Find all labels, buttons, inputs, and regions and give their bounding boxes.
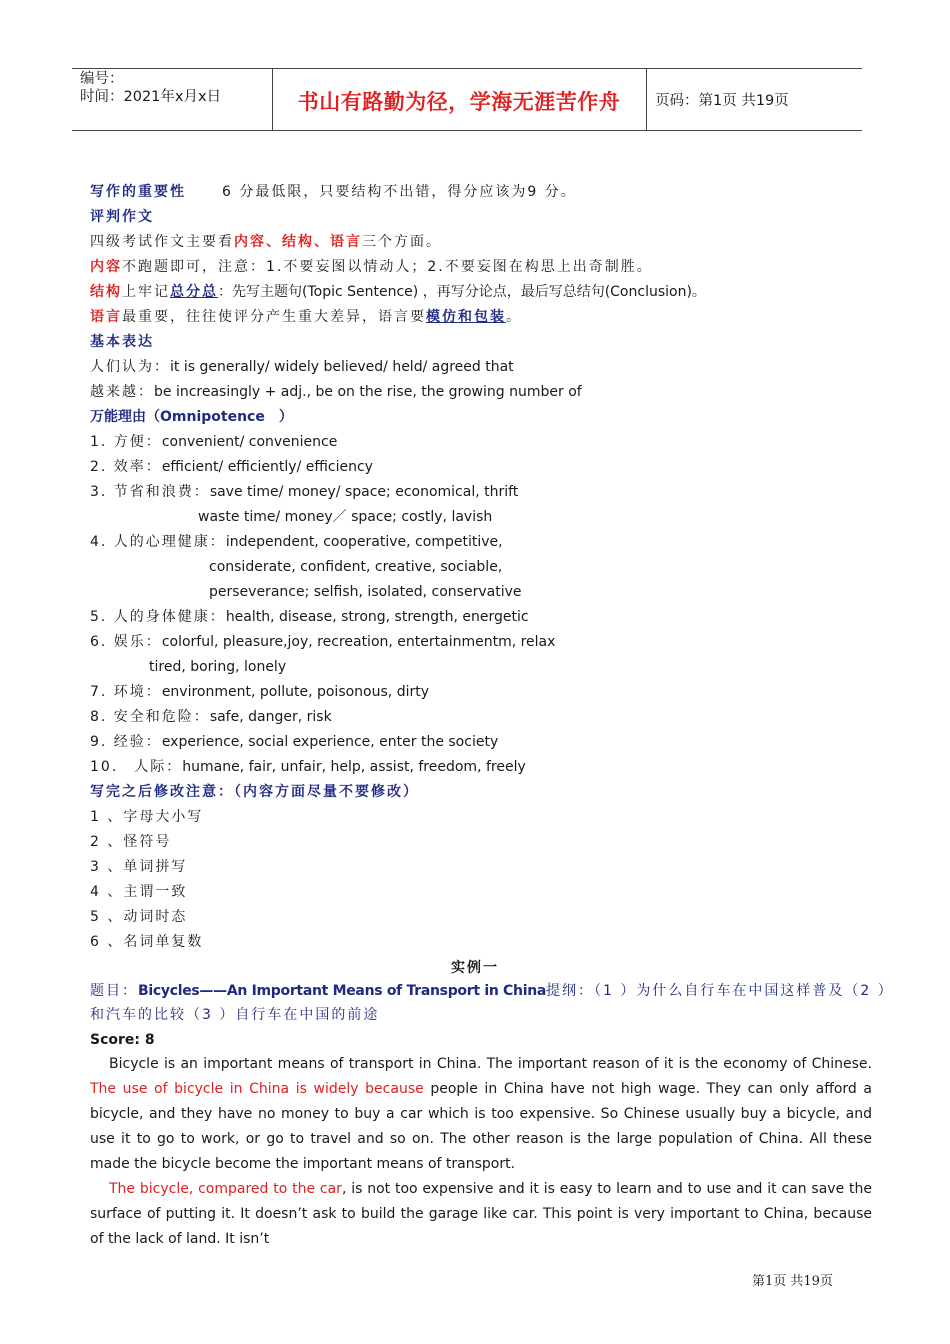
reason-text: convenient/ convenience bbox=[161, 434, 338, 450]
criteria-line bbox=[90, 232, 442, 252]
reason-item bbox=[90, 732, 498, 752]
structure-highlight: 总分总 bbox=[170, 284, 218, 300]
essay-highlight: The use of bicycle in China is widely because bbox=[90, 1081, 424, 1097]
content-line bbox=[90, 257, 653, 277]
importance-line bbox=[90, 182, 577, 202]
essay-paragraph bbox=[90, 1177, 872, 1252]
structure-text: 上牢记 bbox=[122, 284, 170, 300]
reason-item bbox=[90, 707, 332, 727]
reason-item bbox=[90, 457, 373, 477]
revision-item: 4 、主谓一致 bbox=[90, 884, 188, 900]
reason-continuation: considerate, confident, creative, sociable, bbox=[209, 559, 503, 575]
reason-label: 4. 人的心理健康： bbox=[90, 534, 226, 550]
reason-item bbox=[90, 532, 503, 552]
essay-text: people in China have not high wage. They can only afford a bicycle, and they have no money to buy a car which is too expensive. So Chinese usually buy a bicycle, and use it to go to work, or go to travel and so on. The other reason is the large population of China. All these made the bicycle become the important means of transport. bbox=[90, 1081, 872, 1172]
criteria-highlight: 内容、结构、语言 bbox=[234, 234, 362, 250]
reason-label: 9. 经验： bbox=[90, 734, 162, 750]
reason-continuation: waste time/ money／ space; costly, lavish bbox=[198, 509, 493, 525]
expression-label: 人们认为： bbox=[90, 359, 170, 375]
section-heading: 评判作文 bbox=[90, 209, 154, 225]
revision-item: 6 、名词单复数 bbox=[90, 934, 204, 950]
language-line bbox=[90, 307, 522, 327]
essay-text: Bicycle is an important means of transport in China. The important reason of it is the economy of Chinese. bbox=[109, 1056, 872, 1072]
reason-text: colorful, pleasure,joy, recreation, entertainmentm, relax bbox=[161, 634, 556, 650]
section-heading: 基本表达 bbox=[90, 334, 154, 350]
content-text: 不跑题即可，注意：1.不要妄图以情动人；2.不要妄图在构思上出奇制胜。 bbox=[122, 259, 653, 275]
score-label: Score: 8 bbox=[90, 1032, 155, 1048]
example-topic bbox=[90, 981, 894, 1001]
structure-text: ：先写主题句(Topic Sentence) ，再写分论点，最后写总结句(Conclusion)。 bbox=[218, 284, 706, 300]
criteria-text: 三个方面。 bbox=[362, 234, 442, 250]
reason-text: safe, danger, risk bbox=[209, 709, 332, 725]
reason-label: 2. 效率： bbox=[90, 459, 162, 475]
doc-time: 时间：2021年x月x日 bbox=[80, 89, 222, 105]
header-meta bbox=[80, 70, 273, 106]
revision-item: 2 、怪符号 bbox=[90, 834, 172, 850]
content-label: 内容 bbox=[90, 259, 122, 275]
structure-label: 结构 bbox=[90, 284, 122, 300]
expression-line bbox=[90, 382, 582, 402]
language-text: 。 bbox=[506, 309, 522, 325]
example-title: 实例一 bbox=[451, 960, 499, 976]
reason-text: health, disease, strong, strength, energetic bbox=[225, 609, 529, 625]
reason-text: humane, fair, unfair, help, assist, freedom, freely bbox=[182, 759, 526, 775]
revision-item: 3 、单词拼写 bbox=[90, 859, 188, 875]
reason-label: 8. 安全和危险： bbox=[90, 709, 210, 725]
expression-line bbox=[90, 357, 514, 377]
reason-item bbox=[90, 482, 518, 502]
reason-text: save time/ money/ space; economical, thrift bbox=[209, 484, 519, 500]
essay-paragraph bbox=[90, 1052, 872, 1177]
language-highlight: 模仿和包装 bbox=[426, 309, 506, 325]
header-motto: 书山有路勤为径，学海无涯苦作舟 bbox=[297, 90, 621, 114]
doc-id-label: 编号： bbox=[80, 71, 124, 87]
reason-label: 7. 环境： bbox=[90, 684, 162, 700]
reason-label: 6. 娱乐： bbox=[90, 634, 162, 650]
criteria-text: 四级考试作文主要看 bbox=[90, 234, 234, 250]
reason-item bbox=[90, 632, 555, 652]
reason-text: environment, pollute, poisonous, dirty bbox=[161, 684, 429, 700]
essay-text: , is not too expensive and it is easy to learn and to use and it can save the surface of putting it. It doesn’t ask to build the garage like car. This point is very important to China, because of the lack of land. It isn’t bbox=[90, 1181, 872, 1247]
section-heading: 写作的重要性 bbox=[90, 184, 186, 200]
essay-highlight: The bicycle, compared to the car bbox=[109, 1181, 342, 1197]
language-text: 最重要，往往使评分产生重大差异，语言要 bbox=[122, 309, 426, 325]
reason-text: efficient/ efficiently/ efficiency bbox=[161, 459, 373, 475]
reason-item bbox=[90, 757, 526, 777]
reason-item bbox=[90, 432, 337, 452]
page-header bbox=[72, 68, 862, 131]
expression-text: it is generally/ widely believed/ held/ agreed that bbox=[170, 359, 514, 375]
reason-continuation: tired, boring, lonely bbox=[149, 659, 287, 675]
reason-label: 10. 人际： bbox=[90, 759, 183, 775]
section-heading: 写完之后修改注意：（内容方面尽量不要修改） bbox=[90, 784, 419, 800]
section-heading: 万能理由（Omnipotence ） bbox=[90, 409, 293, 425]
topic-title: Bicycles——An Important Means of Transport in China bbox=[138, 983, 547, 999]
header-page-info: 页码：第1页 共19页 bbox=[655, 93, 789, 109]
page-footer: 第1页 共19页 bbox=[752, 1274, 833, 1289]
reason-continuation: perseverance; selfish, isolated, conservative bbox=[209, 584, 522, 600]
reason-label: 5. 人的身体健康： bbox=[90, 609, 226, 625]
importance-text: 6 分最低限，只要结构不出错，得分应该为9 分。 bbox=[222, 184, 577, 200]
reason-label: 1. 方便： bbox=[90, 434, 162, 450]
reason-text: experience, social experience, enter the society bbox=[161, 734, 499, 750]
language-label: 语言 bbox=[90, 309, 122, 325]
expression-label: 越来越： bbox=[90, 384, 154, 400]
reason-text: independent, cooperative, competitive, bbox=[225, 534, 503, 550]
reason-item bbox=[90, 607, 529, 627]
structure-line bbox=[90, 282, 706, 302]
reason-label: 3. 节省和浪费： bbox=[90, 484, 210, 500]
reason-item bbox=[90, 682, 429, 702]
outline-text: 和汽车的比较（3 ）自行车在中国的前途 bbox=[90, 1007, 380, 1023]
expression-text: be increasingly + adj., be on the rise, the growing number of bbox=[154, 384, 582, 400]
revision-item: 5 、动词时态 bbox=[90, 909, 188, 925]
header-divider bbox=[646, 69, 647, 130]
topic-label: 题目： bbox=[90, 983, 138, 999]
revision-item: 1 、字母大小写 bbox=[90, 809, 204, 825]
outline-text: 提纲：（1 ）为什么自行车在中国这样普及（2 ） bbox=[546, 983, 894, 999]
